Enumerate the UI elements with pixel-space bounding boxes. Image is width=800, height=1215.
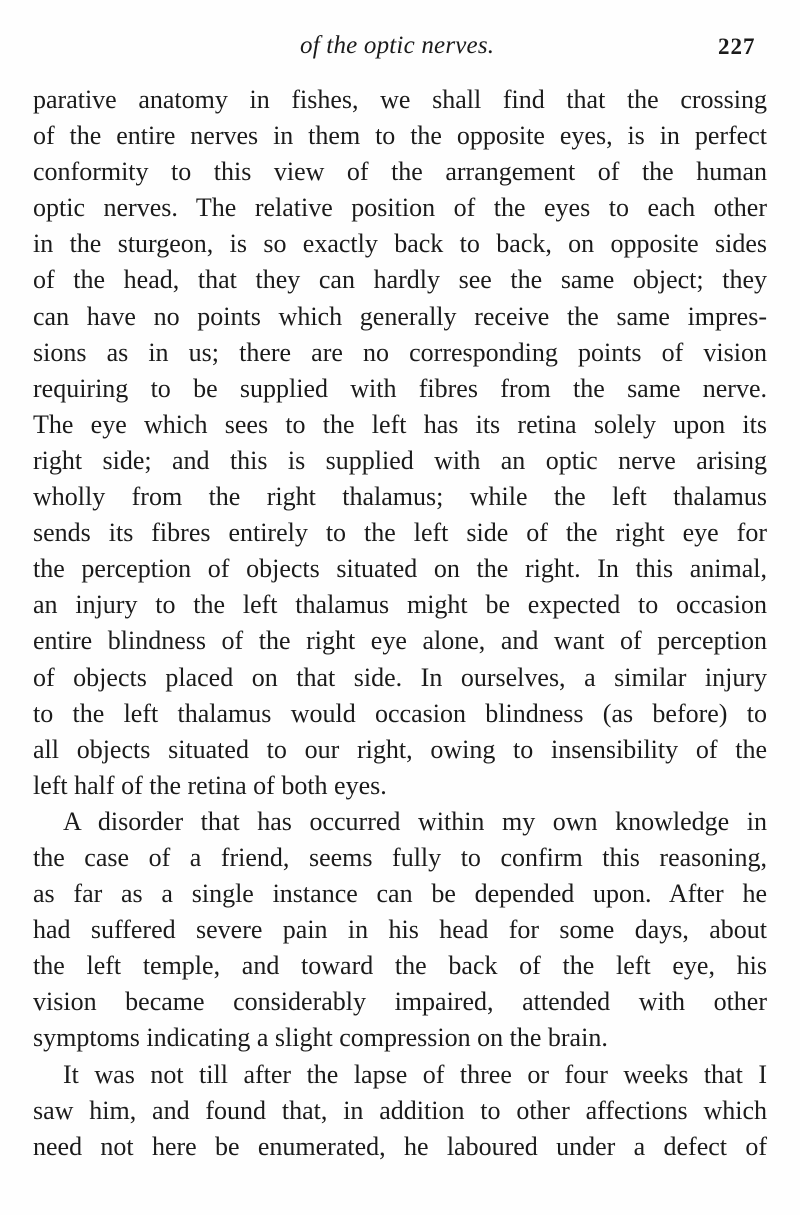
text-line: to the left thalamus would occasion blindness (as before) to [33, 698, 767, 728]
text-line: can have no points which generally receive the same impres- [33, 301, 767, 331]
text-line: the left temple, and toward the back of the left eye, his [33, 951, 767, 981]
text-line: as far as a single instance can be depended upon. After he [33, 879, 767, 909]
text-line: symptoms indicating a slight compression on the brain. [33, 1023, 608, 1053]
text-line: left half of the retina of both eyes. [33, 770, 387, 800]
text-line: all objects situated to our right, owing to insensibility of the [33, 734, 767, 764]
text-line: in the sturgeon, is so exactly back to back, on opposite sides [33, 229, 767, 259]
text-line: had suffered severe pain in his head for some days, about [33, 915, 767, 945]
running-head [0, 28, 800, 68]
text-line: The eye which sees to the left has its retina solely upon its [33, 409, 767, 439]
text-line: of the entire nerves in them to the opposite eyes, is in perfect [33, 121, 767, 151]
text-line: right side; and this is supplied with an optic nerve arising [33, 445, 767, 475]
body-text [33, 82, 767, 1165]
text-line: the case of a friend, seems fully to confirm this reasoning, [33, 842, 767, 872]
text-line: need not here be enumerated, he laboured under a defect of [33, 1131, 767, 1161]
text-line: requiring to be supplied with fibres from the same nerve. [33, 373, 767, 403]
text-line: optic nerves. The relative position of the eyes to each other [33, 193, 767, 223]
text-line: saw him, and found that, in addition to other affections which [33, 1095, 767, 1125]
text-line: sions as in us; there are no corresponding points of vision [33, 337, 767, 367]
text-line: an injury to the left thalamus might be expected to occasion [33, 590, 767, 620]
text-line: of the head, that they can hardly see the same object; they [33, 265, 767, 295]
text-line: parative anatomy in fishes, we shall find that the crossing [33, 85, 767, 114]
text-line: wholly from the right thalamus; while the left thalamus [33, 482, 767, 512]
running-title: of the optic nerves. [300, 32, 495, 59]
text-line: sends its fibres entirely to the left side of the right eye for [33, 518, 767, 548]
page-number: 227 [718, 34, 756, 59]
text-line: vision became considerably impaired, attended with other [33, 987, 767, 1017]
text-line: of objects placed on that side. In ourselves, a similar injury [33, 662, 767, 692]
text-line: A disorder that has occurred within my own knowledge in [63, 806, 767, 836]
text-line: the perception of objects situated on the right. In this animal, [33, 554, 767, 584]
text-line: entire blindness of the right eye alone, and want of perception [33, 626, 767, 656]
text-line: conformity to this view of the arrangement of the human [33, 157, 767, 187]
text-line: It was not till after the lapse of three or four weeks that I [63, 1059, 767, 1089]
